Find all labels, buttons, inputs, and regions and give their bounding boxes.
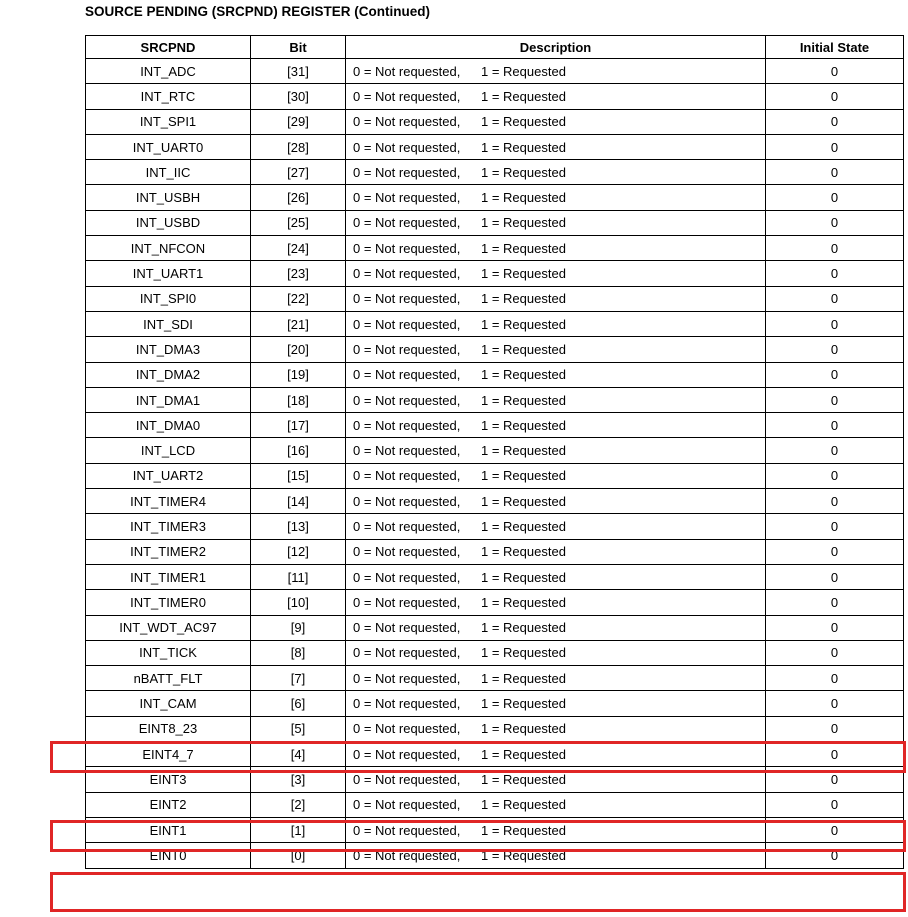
cell-srcpnd-name: INT_IIC <box>86 160 251 185</box>
cell-description <box>346 387 766 412</box>
cell-initial-state: 0 <box>766 311 904 336</box>
desc-not-requested: 0 = Not requested, <box>353 291 461 307</box>
cell-srcpnd-name: EINT1 <box>86 817 251 842</box>
desc-not-requested: 0 = Not requested, <box>353 316 461 332</box>
cell-srcpnd-name: INT_ADC <box>86 59 251 84</box>
cell-description <box>346 666 766 691</box>
cell-initial-state: 0 <box>766 413 904 438</box>
cell-description <box>346 438 766 463</box>
register-row <box>86 109 904 134</box>
cell-bit: [25] <box>251 210 346 235</box>
desc-requested: 1 = Requested <box>481 670 566 686</box>
register-row <box>86 489 904 514</box>
cell-initial-state: 0 <box>766 514 904 539</box>
cell-srcpnd-name: INT_TIMER2 <box>86 539 251 564</box>
desc-not-requested: 0 = Not requested, <box>353 822 461 838</box>
cell-srcpnd-name: INT_TICK <box>86 640 251 665</box>
cell-description <box>346 767 766 792</box>
cell-initial-state: 0 <box>766 817 904 842</box>
header-row <box>86 36 904 59</box>
col-header-initial-state: Initial State <box>766 36 904 59</box>
cell-initial-state: 0 <box>766 185 904 210</box>
cell-bit: [6] <box>251 691 346 716</box>
highlight-box-eint0 <box>50 872 906 912</box>
cell-bit: [22] <box>251 286 346 311</box>
desc-not-requested: 0 = Not requested, <box>353 645 461 661</box>
cell-srcpnd-name: INT_SDI <box>86 311 251 336</box>
cell-srcpnd-name: EINT2 <box>86 792 251 817</box>
desc-requested: 1 = Requested <box>481 493 566 509</box>
cell-description <box>346 564 766 589</box>
desc-not-requested: 0 = Not requested, <box>353 670 461 686</box>
cell-initial-state: 0 <box>766 843 904 868</box>
desc-requested: 1 = Requested <box>481 341 566 357</box>
desc-requested: 1 = Requested <box>481 190 566 206</box>
cell-bit: [21] <box>251 311 346 336</box>
cell-srcpnd-name: INT_SPI0 <box>86 286 251 311</box>
desc-not-requested: 0 = Not requested, <box>353 215 461 231</box>
cell-description <box>346 691 766 716</box>
cell-bit: [20] <box>251 337 346 362</box>
cell-bit: [27] <box>251 160 346 185</box>
cell-bit: [14] <box>251 489 346 514</box>
cell-initial-state: 0 <box>766 489 904 514</box>
desc-requested: 1 = Requested <box>481 240 566 256</box>
cell-srcpnd-name: INT_DMA0 <box>86 413 251 438</box>
cell-description <box>346 160 766 185</box>
register-row <box>86 792 904 817</box>
desc-requested: 1 = Requested <box>481 266 566 282</box>
desc-requested: 1 = Requested <box>481 291 566 307</box>
cell-srcpnd-name: EINT0 <box>86 843 251 868</box>
desc-not-requested: 0 = Not requested, <box>353 493 461 509</box>
register-row <box>86 716 904 741</box>
page-title: SOURCE PENDING (SRCPND) REGISTER (Continued) <box>85 4 431 19</box>
cell-initial-state: 0 <box>766 590 904 615</box>
cell-description <box>346 817 766 842</box>
desc-requested: 1 = Requested <box>481 316 566 332</box>
cell-srcpnd-name: INT_CAM <box>86 691 251 716</box>
cell-description <box>346 362 766 387</box>
cell-srcpnd-name: EINT4_7 <box>86 742 251 767</box>
cell-description <box>346 210 766 235</box>
cell-bit: [24] <box>251 236 346 261</box>
register-row <box>86 413 904 438</box>
table-body <box>86 59 904 869</box>
register-row <box>86 691 904 716</box>
desc-not-requested: 0 = Not requested, <box>353 190 461 206</box>
cell-bit: [28] <box>251 134 346 159</box>
desc-requested: 1 = Requested <box>481 620 566 636</box>
desc-not-requested: 0 = Not requested, <box>353 696 461 712</box>
desc-requested: 1 = Requested <box>481 771 566 787</box>
cell-initial-state: 0 <box>766 742 904 767</box>
cell-bit: [23] <box>251 261 346 286</box>
cell-bit: [8] <box>251 640 346 665</box>
cell-description <box>346 640 766 665</box>
cell-initial-state: 0 <box>766 691 904 716</box>
cell-description <box>346 742 766 767</box>
desc-requested: 1 = Requested <box>481 392 566 408</box>
desc-not-requested: 0 = Not requested, <box>353 746 461 762</box>
register-row <box>86 236 904 261</box>
desc-requested: 1 = Requested <box>481 594 566 610</box>
cell-srcpnd-name: INT_LCD <box>86 438 251 463</box>
col-header-srcpnd: SRCPND <box>86 36 251 59</box>
cell-description <box>346 286 766 311</box>
col-header-bit: Bit <box>251 36 346 59</box>
cell-description <box>346 843 766 868</box>
cell-description <box>346 59 766 84</box>
cell-srcpnd-name: INT_UART0 <box>86 134 251 159</box>
desc-not-requested: 0 = Not requested, <box>353 266 461 282</box>
cell-description <box>346 84 766 109</box>
desc-not-requested: 0 = Not requested, <box>353 63 461 79</box>
desc-not-requested: 0 = Not requested, <box>353 240 461 256</box>
cell-description <box>346 109 766 134</box>
cell-bit: [2] <box>251 792 346 817</box>
register-row <box>86 185 904 210</box>
cell-srcpnd-name: INT_TIMER0 <box>86 590 251 615</box>
desc-not-requested: 0 = Not requested, <box>353 164 461 180</box>
desc-requested: 1 = Requested <box>481 518 566 534</box>
cell-description <box>346 463 766 488</box>
cell-description <box>346 261 766 286</box>
cell-initial-state: 0 <box>766 210 904 235</box>
desc-requested: 1 = Requested <box>481 797 566 813</box>
register-row <box>86 463 904 488</box>
cell-bit: [5] <box>251 716 346 741</box>
cell-srcpnd-name: INT_NFCON <box>86 236 251 261</box>
cell-bit: [29] <box>251 109 346 134</box>
desc-not-requested: 0 = Not requested, <box>353 443 461 459</box>
cell-initial-state: 0 <box>766 564 904 589</box>
cell-bit: [26] <box>251 185 346 210</box>
cell-bit: [31] <box>251 59 346 84</box>
desc-not-requested: 0 = Not requested, <box>353 594 461 610</box>
cell-initial-state: 0 <box>766 134 904 159</box>
register-row <box>86 134 904 159</box>
cell-srcpnd-name: INT_UART2 <box>86 463 251 488</box>
cell-srcpnd-name: INT_RTC <box>86 84 251 109</box>
cell-initial-state: 0 <box>766 337 904 362</box>
desc-requested: 1 = Requested <box>481 215 566 231</box>
cell-bit: [10] <box>251 590 346 615</box>
register-row <box>86 337 904 362</box>
register-row <box>86 514 904 539</box>
register-row <box>86 286 904 311</box>
cell-srcpnd-name: EINT3 <box>86 767 251 792</box>
desc-requested: 1 = Requested <box>481 114 566 130</box>
cell-initial-state: 0 <box>766 84 904 109</box>
cell-initial-state: 0 <box>766 261 904 286</box>
desc-requested: 1 = Requested <box>481 645 566 661</box>
cell-initial-state: 0 <box>766 463 904 488</box>
cell-initial-state: 0 <box>766 767 904 792</box>
cell-srcpnd-name: INT_USBD <box>86 210 251 235</box>
register-row <box>86 817 904 842</box>
cell-initial-state: 0 <box>766 286 904 311</box>
desc-not-requested: 0 = Not requested, <box>353 392 461 408</box>
desc-not-requested: 0 = Not requested, <box>353 88 461 104</box>
register-row <box>86 438 904 463</box>
cell-description <box>346 185 766 210</box>
register-row <box>86 210 904 235</box>
cell-initial-state: 0 <box>766 362 904 387</box>
desc-not-requested: 0 = Not requested, <box>353 620 461 636</box>
cell-bit: [17] <box>251 413 346 438</box>
cell-srcpnd-name: INT_TIMER4 <box>86 489 251 514</box>
cell-srcpnd-name: EINT8_23 <box>86 716 251 741</box>
cell-description <box>346 792 766 817</box>
cell-initial-state: 0 <box>766 539 904 564</box>
cell-bit: [16] <box>251 438 346 463</box>
cell-bit: [15] <box>251 463 346 488</box>
cell-initial-state: 0 <box>766 59 904 84</box>
desc-requested: 1 = Requested <box>481 164 566 180</box>
cell-initial-state: 0 <box>766 109 904 134</box>
cell-description <box>346 134 766 159</box>
cell-bit: [18] <box>251 387 346 412</box>
cell-initial-state: 0 <box>766 615 904 640</box>
desc-not-requested: 0 = Not requested, <box>353 544 461 560</box>
desc-requested: 1 = Requested <box>481 696 566 712</box>
cell-description <box>346 337 766 362</box>
register-row <box>86 59 904 84</box>
register-row <box>86 387 904 412</box>
cell-description <box>346 514 766 539</box>
cell-srcpnd-name: nBATT_FLT <box>86 666 251 691</box>
cell-srcpnd-name: INT_DMA2 <box>86 362 251 387</box>
cell-srcpnd-name: INT_TIMER3 <box>86 514 251 539</box>
cell-bit: [9] <box>251 615 346 640</box>
desc-requested: 1 = Requested <box>481 63 566 79</box>
register-row <box>86 84 904 109</box>
desc-requested: 1 = Requested <box>481 417 566 433</box>
desc-requested: 1 = Requested <box>481 847 566 863</box>
register-row <box>86 261 904 286</box>
cell-bit: [30] <box>251 84 346 109</box>
cell-srcpnd-name: INT_USBH <box>86 185 251 210</box>
desc-requested: 1 = Requested <box>481 569 566 585</box>
cell-initial-state: 0 <box>766 792 904 817</box>
cell-srcpnd-name: INT_TIMER1 <box>86 564 251 589</box>
register-row <box>86 564 904 589</box>
desc-not-requested: 0 = Not requested, <box>353 341 461 357</box>
cell-description <box>346 413 766 438</box>
desc-not-requested: 0 = Not requested, <box>353 468 461 484</box>
cell-bit: [4] <box>251 742 346 767</box>
desc-requested: 1 = Requested <box>481 88 566 104</box>
desc-not-requested: 0 = Not requested, <box>353 797 461 813</box>
desc-requested: 1 = Requested <box>481 746 566 762</box>
register-row <box>86 767 904 792</box>
desc-not-requested: 0 = Not requested, <box>353 417 461 433</box>
cell-initial-state: 0 <box>766 387 904 412</box>
cell-initial-state: 0 <box>766 438 904 463</box>
register-row <box>86 640 904 665</box>
desc-requested: 1 = Requested <box>481 468 566 484</box>
desc-not-requested: 0 = Not requested, <box>353 847 461 863</box>
desc-not-requested: 0 = Not requested, <box>353 367 461 383</box>
register-row <box>86 539 904 564</box>
cell-srcpnd-name: INT_DMA1 <box>86 387 251 412</box>
desc-not-requested: 0 = Not requested, <box>353 518 461 534</box>
register-row <box>86 666 904 691</box>
desc-requested: 1 = Requested <box>481 139 566 155</box>
desc-not-requested: 0 = Not requested, <box>353 771 461 787</box>
srcpnd-register-table <box>85 35 904 869</box>
table-header <box>86 36 904 59</box>
desc-requested: 1 = Requested <box>481 367 566 383</box>
cell-bit: [12] <box>251 539 346 564</box>
cell-srcpnd-name: INT_DMA3 <box>86 337 251 362</box>
desc-not-requested: 0 = Not requested, <box>353 139 461 155</box>
cell-description <box>346 539 766 564</box>
desc-requested: 1 = Requested <box>481 721 566 737</box>
cell-initial-state: 0 <box>766 716 904 741</box>
register-row <box>86 311 904 336</box>
cell-initial-state: 0 <box>766 666 904 691</box>
cell-initial-state: 0 <box>766 160 904 185</box>
cell-bit: [0] <box>251 843 346 868</box>
cell-description <box>346 590 766 615</box>
cell-description <box>346 311 766 336</box>
desc-requested: 1 = Requested <box>481 443 566 459</box>
cell-description <box>346 489 766 514</box>
register-row <box>86 843 904 868</box>
desc-not-requested: 0 = Not requested, <box>353 721 461 737</box>
desc-not-requested: 0 = Not requested, <box>353 569 461 585</box>
cell-initial-state: 0 <box>766 236 904 261</box>
cell-bit: [13] <box>251 514 346 539</box>
col-header-description: Description <box>346 36 766 59</box>
desc-requested: 1 = Requested <box>481 544 566 560</box>
register-row <box>86 362 904 387</box>
desc-not-requested: 0 = Not requested, <box>353 114 461 130</box>
register-row <box>86 742 904 767</box>
cell-bit: [19] <box>251 362 346 387</box>
cell-bit: [3] <box>251 767 346 792</box>
cell-description <box>346 716 766 741</box>
register-row <box>86 590 904 615</box>
cell-bit: [1] <box>251 817 346 842</box>
cell-srcpnd-name: INT_SPI1 <box>86 109 251 134</box>
desc-requested: 1 = Requested <box>481 822 566 838</box>
cell-description <box>346 615 766 640</box>
cell-srcpnd-name: INT_UART1 <box>86 261 251 286</box>
cell-bit: [11] <box>251 564 346 589</box>
cell-bit: [7] <box>251 666 346 691</box>
cell-srcpnd-name: INT_WDT_AC97 <box>86 615 251 640</box>
cell-description <box>346 236 766 261</box>
register-row <box>86 160 904 185</box>
cell-initial-state: 0 <box>766 640 904 665</box>
register-row <box>86 615 904 640</box>
